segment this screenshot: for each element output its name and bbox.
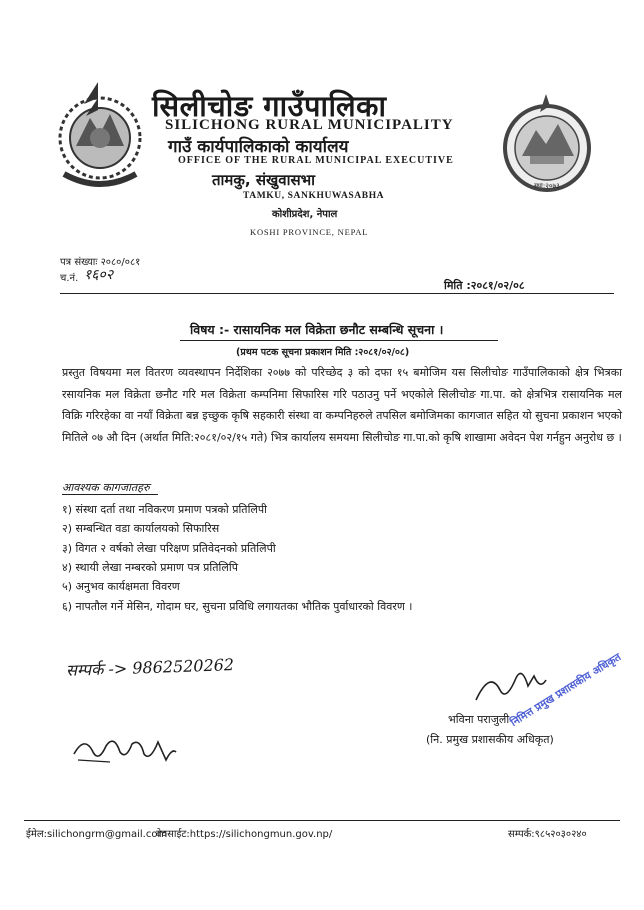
publication-date-line: (प्रथम पटक सूचना प्रकाशन मिति :२०८१/०२/०८) xyxy=(236,347,410,358)
requirement-item: २) सम्बन्धित वडा कार्यालयको सिफारिस xyxy=(62,522,220,535)
address-nepali: तामकु, संखुवासभा xyxy=(212,171,316,189)
footer-phone: सम्पर्क:९८५२०३०२४० xyxy=(508,829,587,840)
subject-line: विषय :- रासायनिक मल विक्रेता छनौट सम्बन्धि सूचना । xyxy=(190,322,444,337)
requirement-item: ५) अनुभव कार्यक्षमता विवरण xyxy=(62,580,180,593)
requirement-item: १) संस्था दर्ता तथा नविकरण प्रमाण पत्रको प्रतिलिपी xyxy=(62,503,267,516)
dispatch-number: १६०२ xyxy=(84,267,114,283)
nepal-emblem-logo xyxy=(44,76,156,194)
officer-title: (नि. प्रमुख प्रशासकीय अधिकृत) xyxy=(426,733,554,746)
header-divider xyxy=(60,293,614,294)
handwritten-contact-number: सम्पर्क -> 9862520262 xyxy=(65,655,235,680)
municipality-name-nepali: सिलीचोङ गाउँपालिका xyxy=(152,89,387,123)
letter-number: पत्र संख्याः २०८०/०८१ xyxy=(60,257,141,268)
office-name-nepali: गाउँ कार्यपालिकाको कार्यालय xyxy=(168,137,349,157)
date-text: मिति :२०८१/०२/०८ xyxy=(444,279,525,292)
dispatch-label: च.नं. xyxy=(60,273,79,284)
subject-underline xyxy=(180,340,498,341)
footer-divider xyxy=(24,820,620,821)
footer-email: ईमेल:silichongrm@gmail.com xyxy=(26,829,168,840)
officer-name: भविना पराजुली xyxy=(448,713,510,726)
official-stamp: निमित्त प्रमुख प्रशासकीय अधिकृत xyxy=(508,651,624,730)
footer-website: वेवसाईट:https://silichongmun.gov.np/ xyxy=(156,829,333,840)
handwritten-signature-left xyxy=(70,730,180,772)
requirement-item: ४) स्थायी लेखा नम्बरको प्रमाण पत्र प्रतिलिपि xyxy=(62,561,238,574)
requirements-heading-underline xyxy=(62,494,158,495)
province-nepali: कोशीप्रदेश, नेपाल xyxy=(272,209,338,220)
requirements-heading: आवश्यक कागजातहरु xyxy=(62,481,150,494)
province-english: KOSHI PROVINCE, NEPAL xyxy=(250,227,369,237)
office-name-english: OFFICE OF THE RURAL MUNICIPAL EXECUTIVE xyxy=(178,155,454,166)
address-english: TAMKU, SANKHUWASABHA xyxy=(243,191,385,201)
municipality-name-english: SILICHONG RURAL MUNICIPALITY xyxy=(165,117,454,133)
seal-year-text: स्था:२०७३ xyxy=(534,182,560,190)
requirement-item: ६) नापतौल गर्ने मेसिन, गोदाम घर, सुचना प्रविधि लगायतका भौतिक पुर्वाधारको विवरण । xyxy=(62,600,413,613)
notice-body-paragraph: प्रस्तुत विषयमा मल वितरण व्यवस्थापन निर्देशिका २०७७ को परिच्छेद ३ को दफा १५ बमोजिम यस सिलीचोङ गाउँपालिकाको क्षेत्र भित्रका रसायनिक मल विक्रेता छनौट गरि मल विक्रेता कम्पनिमा सिफारिस गरि पठाउनु पर्ने भएकोले सिलीचोङ गा.पा. को क्षेत्रभित्र रासायनिक मल विक्रि गरिरहेका वा नयाँ विक्रेता बन्न इच्छुक कृषि सहकारी संस्था वा कम्पनिहरुले तपसिल बमोजिमका कागजात सहित यो सुचना प्रकाशन भएको मितिले ०७ औ दिन (अर्थात मिति:२०८१/०२/१५ गते) भित्र कार्यालय समयमा सिलीचोङ गा.पा.को कृषि शाखामा अवेदन पेश गर्नहुन अनुरोध छ । xyxy=(62,366,622,444)
requirement-item: ३) विगत २ वर्षको लेखा परिक्षण प्रतिवेदनको प्रतिलिपी xyxy=(62,542,276,555)
